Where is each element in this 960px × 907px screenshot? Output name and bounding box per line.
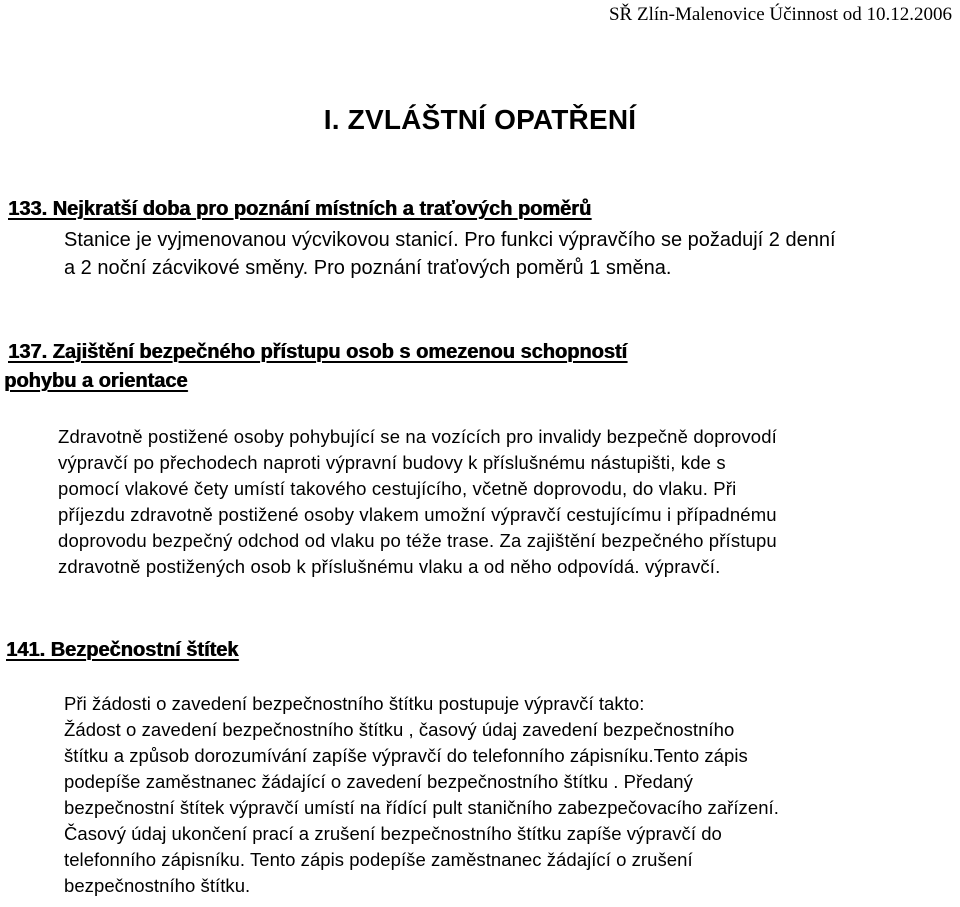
section-141-line: Žádost o zavedení bezpečnostního štítku , časový údaj zavedení bezpečnostního xyxy=(64,719,735,740)
document-header: SŘ Zlín-Malenovice Účinnost od 10.12.2006 xyxy=(608,4,952,25)
section-137-line: výpravčí po přechodech naproti výpravní budovy k příslušnému nástupišti, kde s xyxy=(58,452,726,473)
chapter-title: I. ZVLÁŠTNÍ OPATŘENÍ xyxy=(323,104,637,135)
section-141-line: štítku a způsob dorozumívání zapíše výpravčí do telefonního zápisníku.Tento zápis xyxy=(64,745,748,766)
section-137-line: zdravotně postižených osob k příslušnému vlaku a od něho odpovídá. výpravčí. xyxy=(58,556,721,577)
section-141-line: telefonního zápisníku. Tento zápis podepíše zaměstnanec žádající o zrušení xyxy=(64,849,693,870)
section-137-line: pomocí vlakové čety umístí takového cestujícího, včetně doprovodu, do vlaku. Při xyxy=(58,478,737,499)
section-133-line: a 2 noční zácvikové směny. Pro poznání traťových poměrů 1 směna. xyxy=(64,257,672,279)
section-141-line: bezpečnostní štítek výpravčí umístí na řídící pult staničního zabezpečovacího zařízení. xyxy=(64,797,779,818)
section-133-heading: 133. Nejkratší doba pro poznání místních a traťových poměrů xyxy=(8,198,592,220)
section-141-line: bezpečnostního štítku. xyxy=(64,875,251,896)
section-141-heading: 141. Bezpečnostní štítek xyxy=(6,639,239,661)
section-133-line: Stanice je vyjmenovanou výcvikovou stanicí. Pro funkci výpravčího se požadují 2 denní xyxy=(64,229,836,251)
section-141-line: Při žádosti o zavedení bezpečnostního štítku postupuje výpravčí takto: xyxy=(64,693,645,714)
section-137-line: doprovodu bezpečný odchod od vlaku po téže trase. Za zajištění bezpečného přístupu xyxy=(58,530,777,551)
section-137-heading-continued: pohybu a orientace xyxy=(4,370,188,392)
section-137-heading: 137. Zajištění bezpečného přístupu osob s omezenou schopností xyxy=(8,341,627,363)
section-141-line: podepíše zaměstnanec žádající o zavedení bezpečnostního štítku . Předaný xyxy=(64,771,693,792)
section-137-line: příjezdu zdravotně postižené osoby vlakem umožní výpravčí cestujícímu i případnému xyxy=(58,504,777,525)
section-137-line: Zdravotně postižené osoby pohybující se na vozících pro invalidy bezpečně doprovodí xyxy=(58,426,777,447)
section-141-line: Časový údaj ukončení prací a zrušení bezpečnostního štítku zapíše výpravčí do xyxy=(64,823,722,844)
